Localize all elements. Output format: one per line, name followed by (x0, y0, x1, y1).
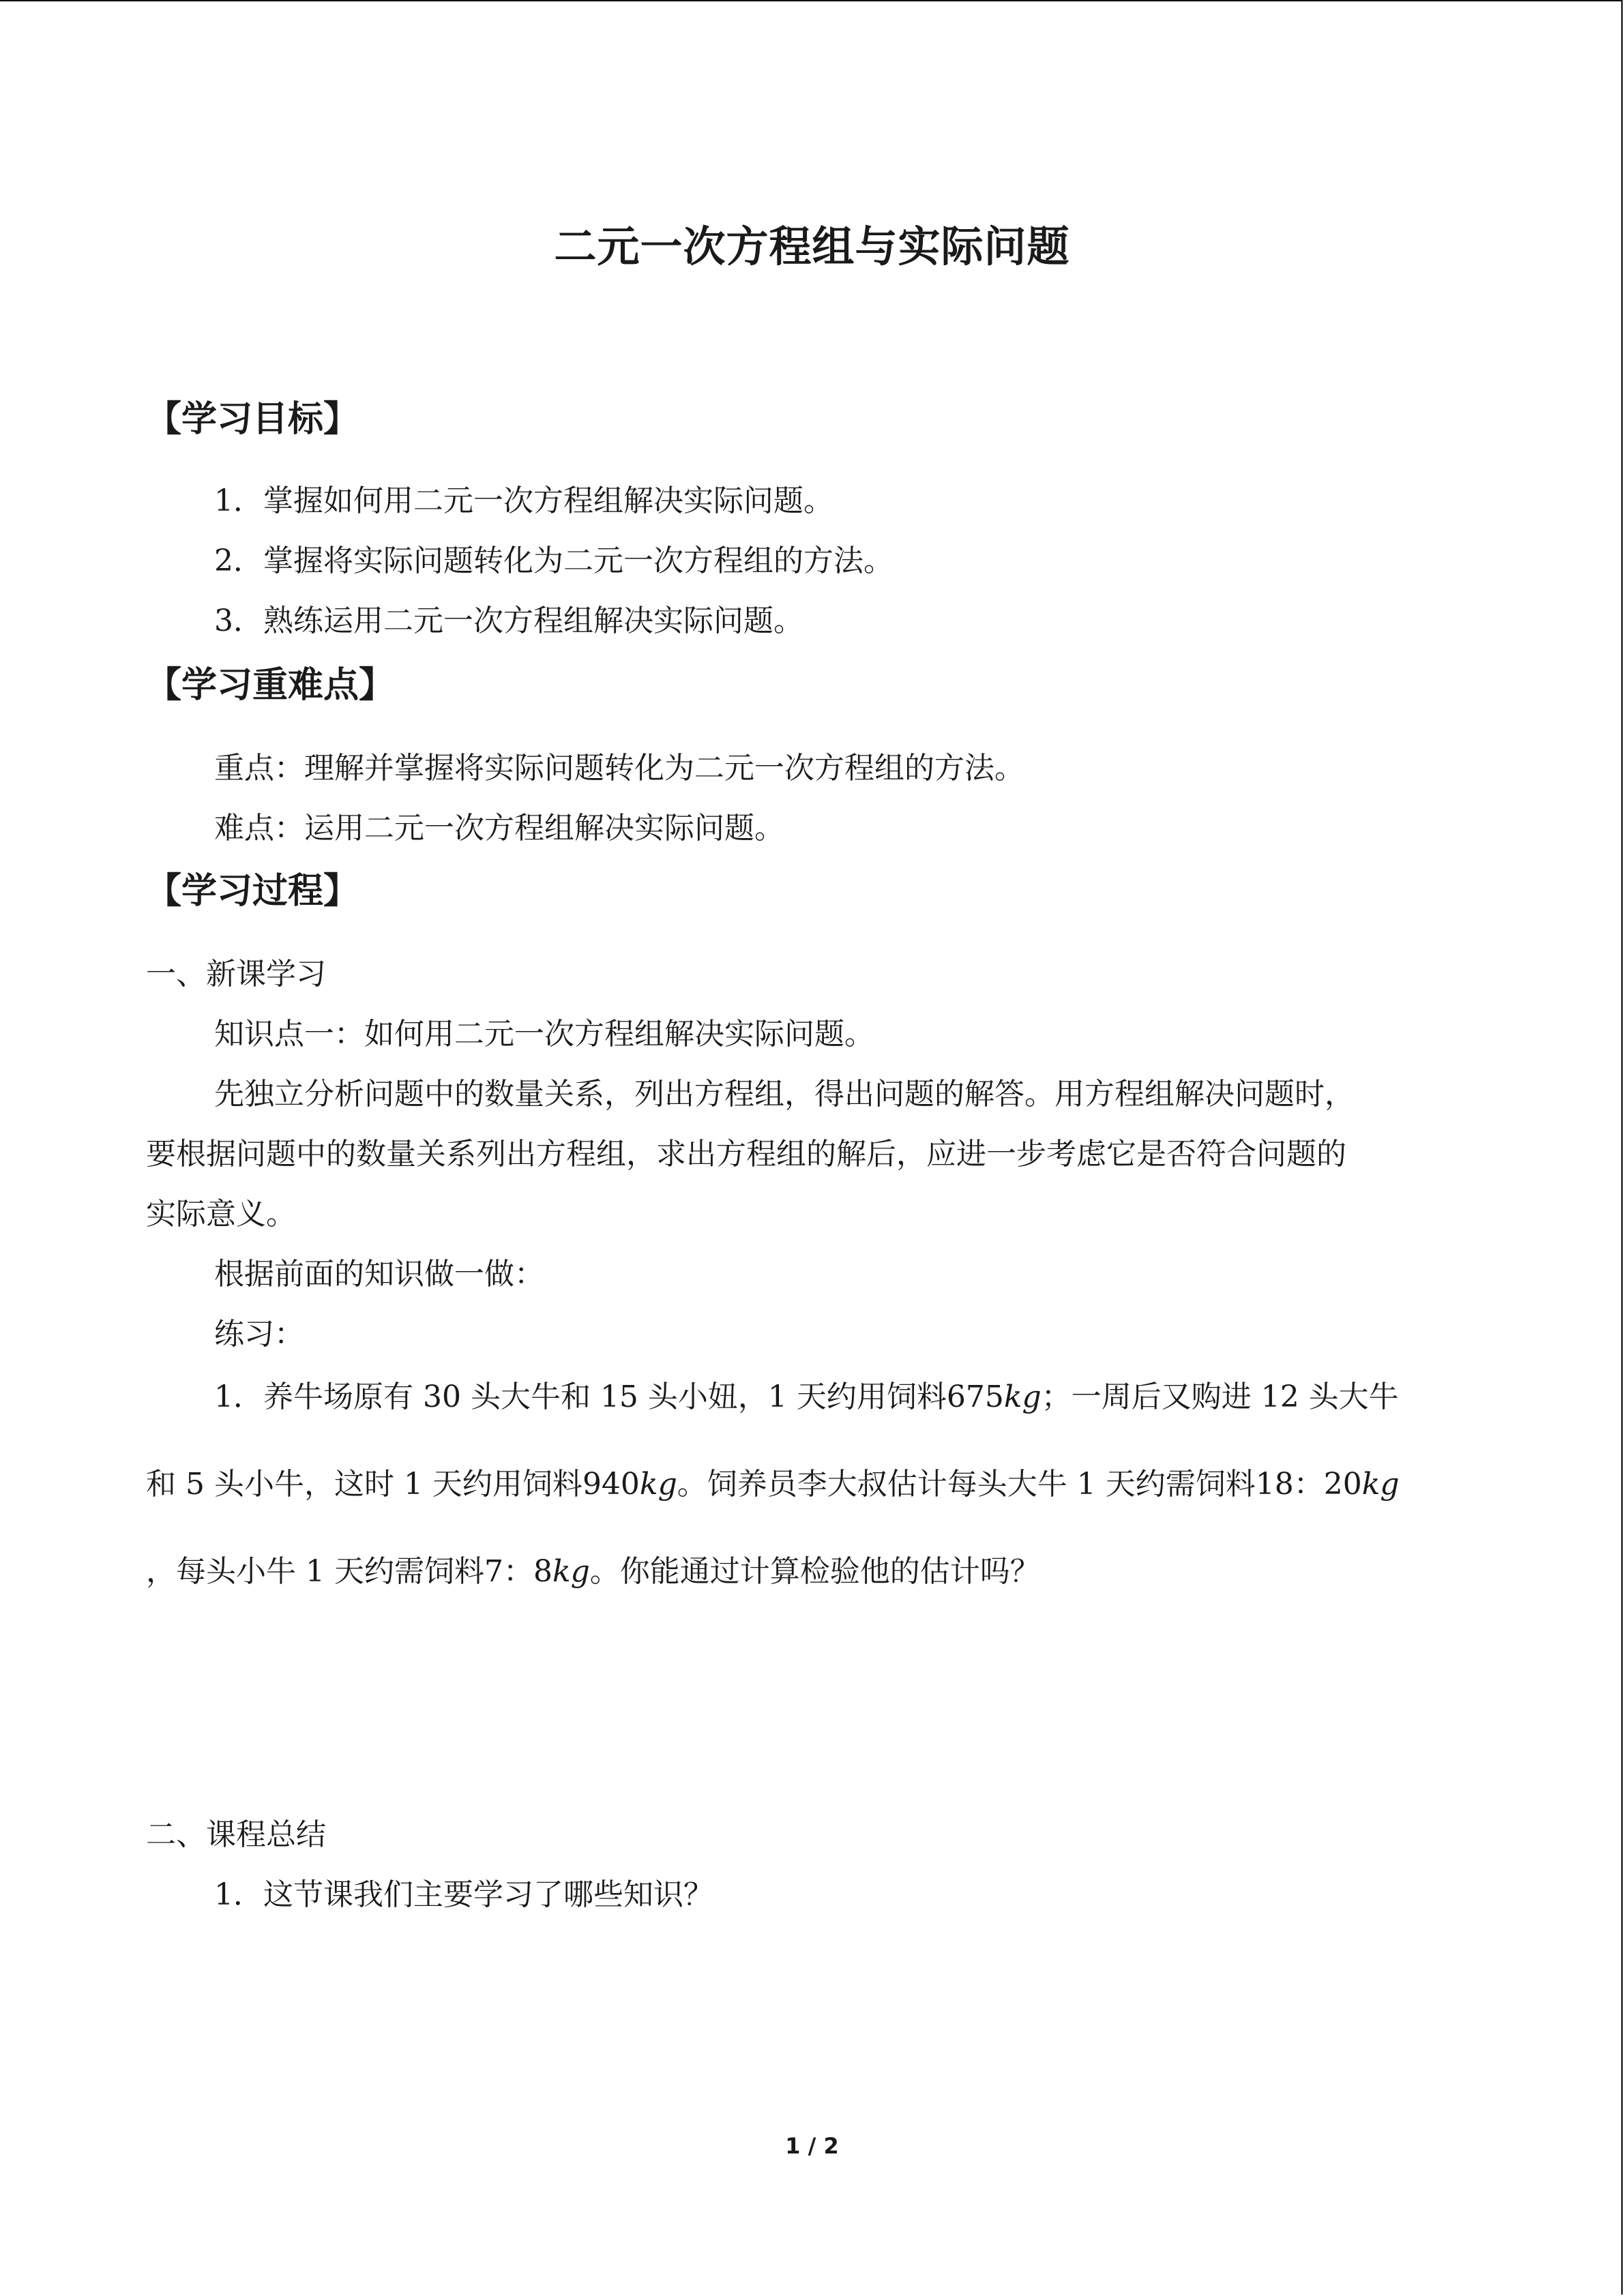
page-title: 二元一次方程组与实际问题 (554, 222, 1070, 271)
part1-heading: 一、新课学习 (146, 957, 326, 992)
paragraph-line-1: 先独立分析问题中的数量关系，列出方程组，得出问题的解答。用方程组解决问题时， (214, 1077, 1355, 1112)
feed-range: 7：8 (484, 1554, 552, 1589)
practice-label: 练习： (214, 1317, 304, 1352)
key-point-item: 重点：理解并掌握将实际问题转化为二元一次方程组的方法。 (214, 751, 1024, 786)
summary-question-1: 1．这节课我们主要学习了哪些知识？ (214, 1877, 713, 1912)
goal-item-2: 2．掌握将实际问题转化为二元一次方程组的方法。 (214, 543, 894, 578)
feed-range: 18：20 (1255, 1467, 1362, 1502)
exercise-text: 。饲养员李大叔估计每头大牛 1 天约需饲料 (677, 1467, 1256, 1502)
exercise-text: 。你能通过计算检验他的估计吗？ (589, 1554, 1040, 1589)
exercise-line-1 (214, 1372, 1399, 1416)
goal-item-1: 1．掌握如何用二元一次方程组解决实际问题。 (214, 483, 833, 518)
unit-kg: kg (552, 1554, 590, 1589)
heading-learning-goals: 【学习目标】 (146, 399, 359, 440)
paragraph-line-3: 实际意义。 (146, 1197, 296, 1232)
exercise-text: 和 5 头小牛，这时 1 天约用饲料 (146, 1467, 582, 1502)
exercise-text: ；一周后又购进 12 头大牛 (1041, 1380, 1399, 1414)
heading-learning-process: 【学习过程】 (146, 871, 359, 912)
exercise-text: 1．养牛场原有 30 头大牛和 15 头小妞，1 天约用饲料 (214, 1380, 947, 1414)
heading-key-points: 【学习重难点】 (146, 665, 395, 706)
feed-amount: 940 (582, 1467, 640, 1502)
practice-intro: 根据前面的知识做一做： (214, 1257, 544, 1292)
unit-kg: kg (639, 1467, 677, 1502)
page-number: 1 / 2 (785, 2133, 839, 2159)
feed-amount: 675 (946, 1380, 1004, 1414)
knowledge-point-1: 知识点一：如何用二元一次方程组解决实际问题。 (214, 1017, 874, 1052)
paragraph-line-2: 要根据问题中的数量关系列出方程组，求出方程组的解后，应进一步考虑它是否符合问题的 (146, 1137, 1346, 1172)
unit-kg: kg (1361, 1467, 1400, 1502)
unit-kg: kg (1003, 1380, 1042, 1414)
part2-heading: 二、课程总结 (146, 1817, 326, 1852)
goal-item-3: 3．熟练运用二元一次方程组解决实际问题。 (214, 603, 803, 638)
exercise-line-2 (146, 1459, 1400, 1503)
exercise-line-3 (146, 1547, 1040, 1590)
difficult-point-item: 难点：运用二元一次方程组解决实际问题。 (214, 811, 784, 846)
exercise-text: ，每头小牛 1 天约需饲料 (146, 1554, 484, 1589)
